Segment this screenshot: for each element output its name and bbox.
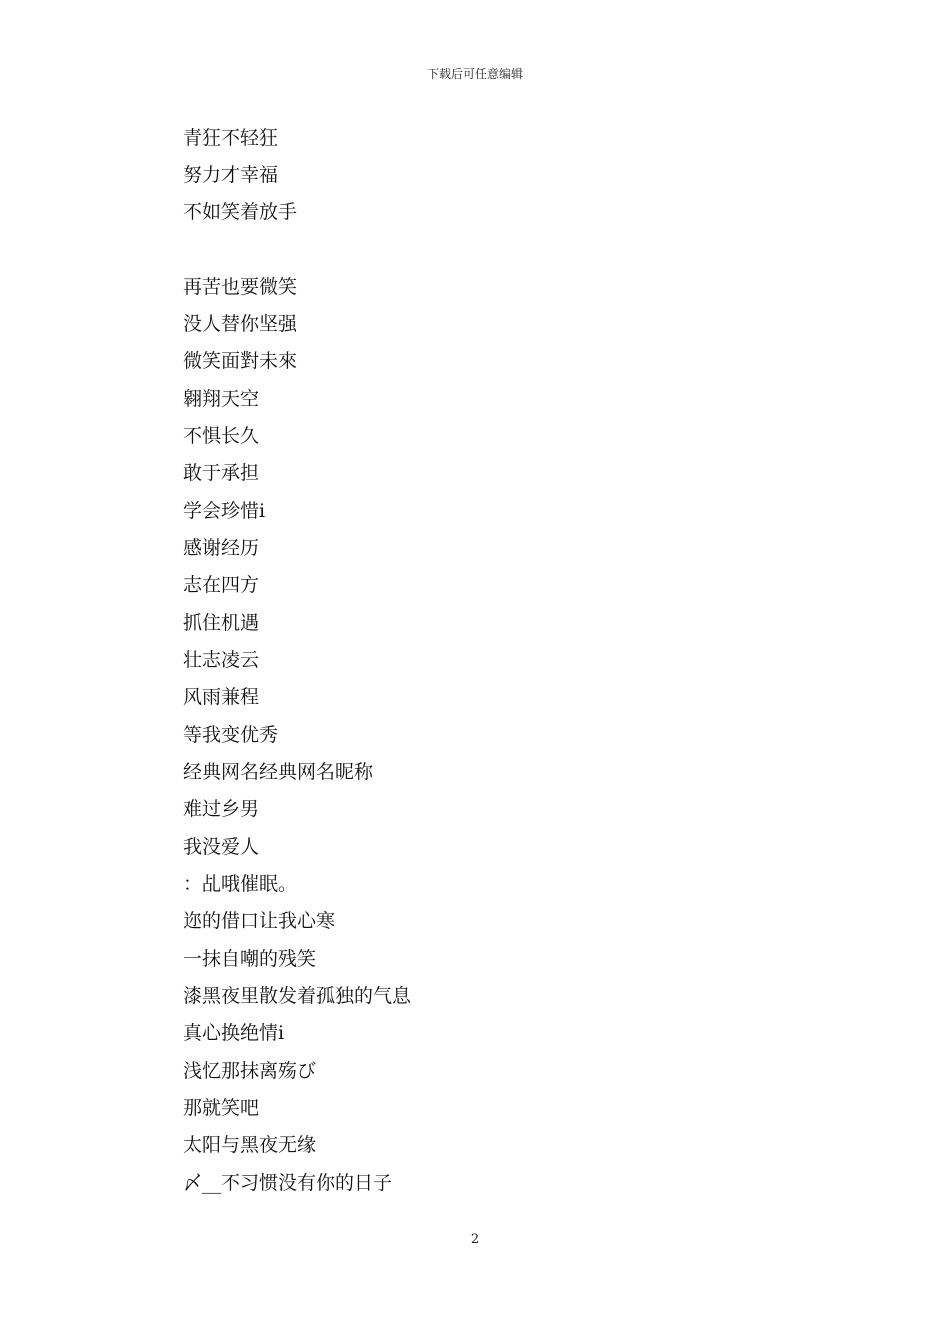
text-line: 风雨兼程 xyxy=(183,686,260,708)
text-line: 那就笑吧 xyxy=(183,1097,260,1119)
text-line: ：乩哦催眠。 xyxy=(183,873,298,895)
text-line: 翱翔天空 xyxy=(183,388,260,410)
text-line: 壮志凌云 xyxy=(183,649,260,671)
text-line: 没人替你坚强 xyxy=(183,313,298,335)
text-line: 真心换绝情ⅰ xyxy=(183,1022,285,1044)
text-line: 志在四方 xyxy=(183,574,260,596)
text-line: 一抹自嘲的残笑 xyxy=(183,948,317,970)
text-line: 感谢经历 xyxy=(183,537,260,559)
text-line: 再苦也要微笑 xyxy=(183,276,298,298)
text-line: 漆黑夜里散发着孤独的气息 xyxy=(183,985,412,1007)
text-line: 〆__不习惯没有你的日子 xyxy=(183,1172,393,1194)
text-line: 努力才幸福 xyxy=(183,164,279,186)
text-line: 迩的借口让我心寒 xyxy=(183,910,336,932)
text-line: 微笑面對未來 xyxy=(183,350,298,372)
text-line: 学会珍惜ⅰ xyxy=(183,500,266,522)
text-line: 浅忆那抹离殇び xyxy=(183,1060,317,1082)
text-line: 太阳与黑夜无缘 xyxy=(183,1134,317,1156)
page-number: 2 xyxy=(470,1232,480,1247)
text-line: 经典网名经典网名昵称 xyxy=(183,761,374,783)
text-line: 抓住机遇 xyxy=(183,612,260,634)
text-line: 我没爱人 xyxy=(183,836,260,858)
text-line: 敢于承担 xyxy=(183,462,260,484)
text-line: 青狂不轻狂 xyxy=(183,127,279,149)
text-line: 不惧长久 xyxy=(183,425,260,447)
text-line: 难过乡男 xyxy=(183,798,260,820)
text-line: 等我变优秀 xyxy=(183,724,279,746)
text-line: 不如笑着放手 xyxy=(183,201,298,223)
page-header: 下载后可任意编辑 xyxy=(426,67,523,81)
